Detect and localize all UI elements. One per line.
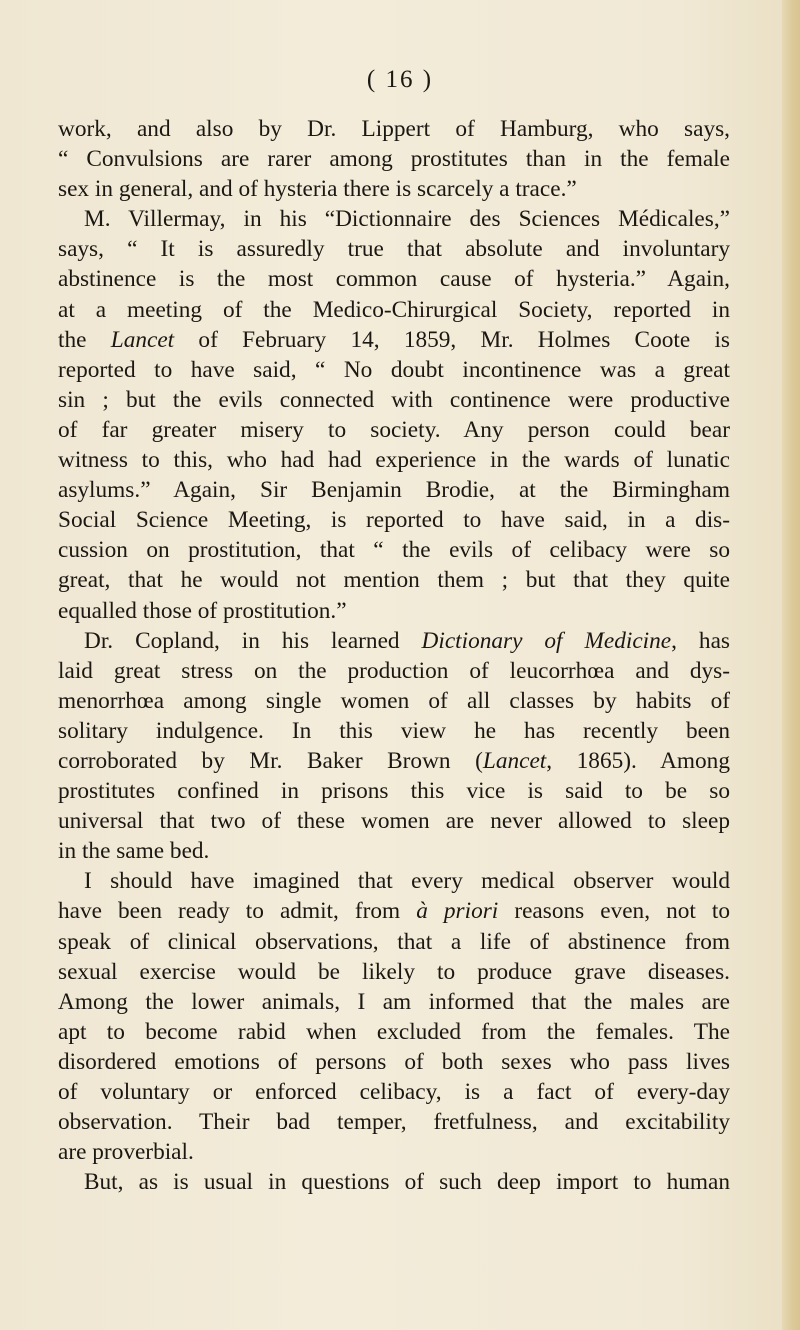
text-line: prostitutes confined in prisons this vice is said to be so	[58, 778, 730, 805]
text-line: work, and also by Dr. Lippert of Hamburg, who says,	[58, 116, 730, 142]
text-line: “ Convulsions are rarer among prostitutes than in the female	[58, 146, 730, 173]
text-line: menorrhœa among single women of all classes by habits of	[58, 687, 730, 714]
text-line: of far greater misery to society. Any person could bear	[58, 416, 730, 443]
text-line: sexual exercise would be likely to produce grave diseases.	[58, 958, 730, 985]
text-line: at a meeting of the Medico-Chirurgical Society, reported in	[58, 296, 730, 323]
paragraph-4	[58, 866, 730, 1167]
text-line: Social Science Meeting, is reported to have said, in a dis-	[58, 507, 730, 534]
text-line: witness to this, who had had experience in the wards of lunatic	[58, 447, 730, 474]
text-line: apt to become rabid when excluded from the females. The	[58, 1018, 730, 1045]
text-line: the Lancet of February 14, 1859, Mr. Holmes Coote is	[58, 326, 730, 353]
text-line: corroborated by Mr. Baker Brown (Lancet, 1865). Among	[58, 747, 730, 774]
text-line: asylums.” Again, Sir Benjamin Brodie, at the Birmingham	[58, 477, 730, 504]
text-line: Dr. Copland, in his learned Dictionary of Medicine, has	[84, 627, 730, 654]
text-line: observation. Their bad temper, fretfulness, and excitability	[58, 1109, 730, 1136]
paragraph-1	[58, 114, 730, 204]
text-line: M. Villermay, in his “Dictionnaire des Sciences Médicales,”	[84, 206, 730, 233]
text-line: Among the lower animals, I am informed that the males are	[58, 988, 730, 1015]
text-line: speak of clinical observations, that a life of abstinence from	[58, 928, 730, 955]
text-line: sex in general, and of hysteria there is scarcely a trace.”	[58, 176, 577, 203]
text-line: have been ready to admit, from à priori reasons even, not to	[58, 898, 730, 925]
text-line: are proverbial.	[58, 1139, 194, 1166]
text-line: equalled those of prostitution.”	[58, 597, 347, 624]
text-line: disordered emotions of persons of both sexes who pass lives	[58, 1048, 730, 1075]
text-line: reported to have said, “ No doubt incontinence was a great	[58, 356, 730, 383]
text-line: great, that he would not mention them ; but that they quite	[58, 567, 730, 594]
text-line: universal that two of these women are never allowed to sleep	[58, 808, 730, 835]
text-line: of voluntary or enforced celibacy, is a fact of every-day	[58, 1079, 730, 1105]
paragraph-2	[58, 204, 730, 625]
page-edge	[782, 0, 800, 1330]
body-text	[58, 114, 730, 1197]
paragraph-3	[58, 626, 730, 867]
text-line: But, as is usual in questions of such deep import to human	[84, 1169, 730, 1196]
paragraph-5	[58, 1167, 730, 1197]
text-line: abstinence is the most common cause of hysteria.” Again,	[58, 266, 730, 293]
text-line: solitary indulgence. In this view he has recently been	[58, 717, 730, 744]
text-line: sin ; but the evils connected with continence were productive	[58, 386, 730, 413]
text-line: cussion on prostitution, that “ the evils of celibacy were so	[58, 537, 730, 564]
text-line: in the same bed.	[58, 838, 210, 865]
page-number: ( 16 )	[366, 66, 434, 93]
text-line: says, “ It is assuredly true that absolute and involuntary	[58, 236, 730, 263]
text-line: laid great stress on the production of leucorrhœa and dys-	[58, 657, 730, 684]
text-line: I should have imagined that every medical observer would	[84, 868, 730, 895]
